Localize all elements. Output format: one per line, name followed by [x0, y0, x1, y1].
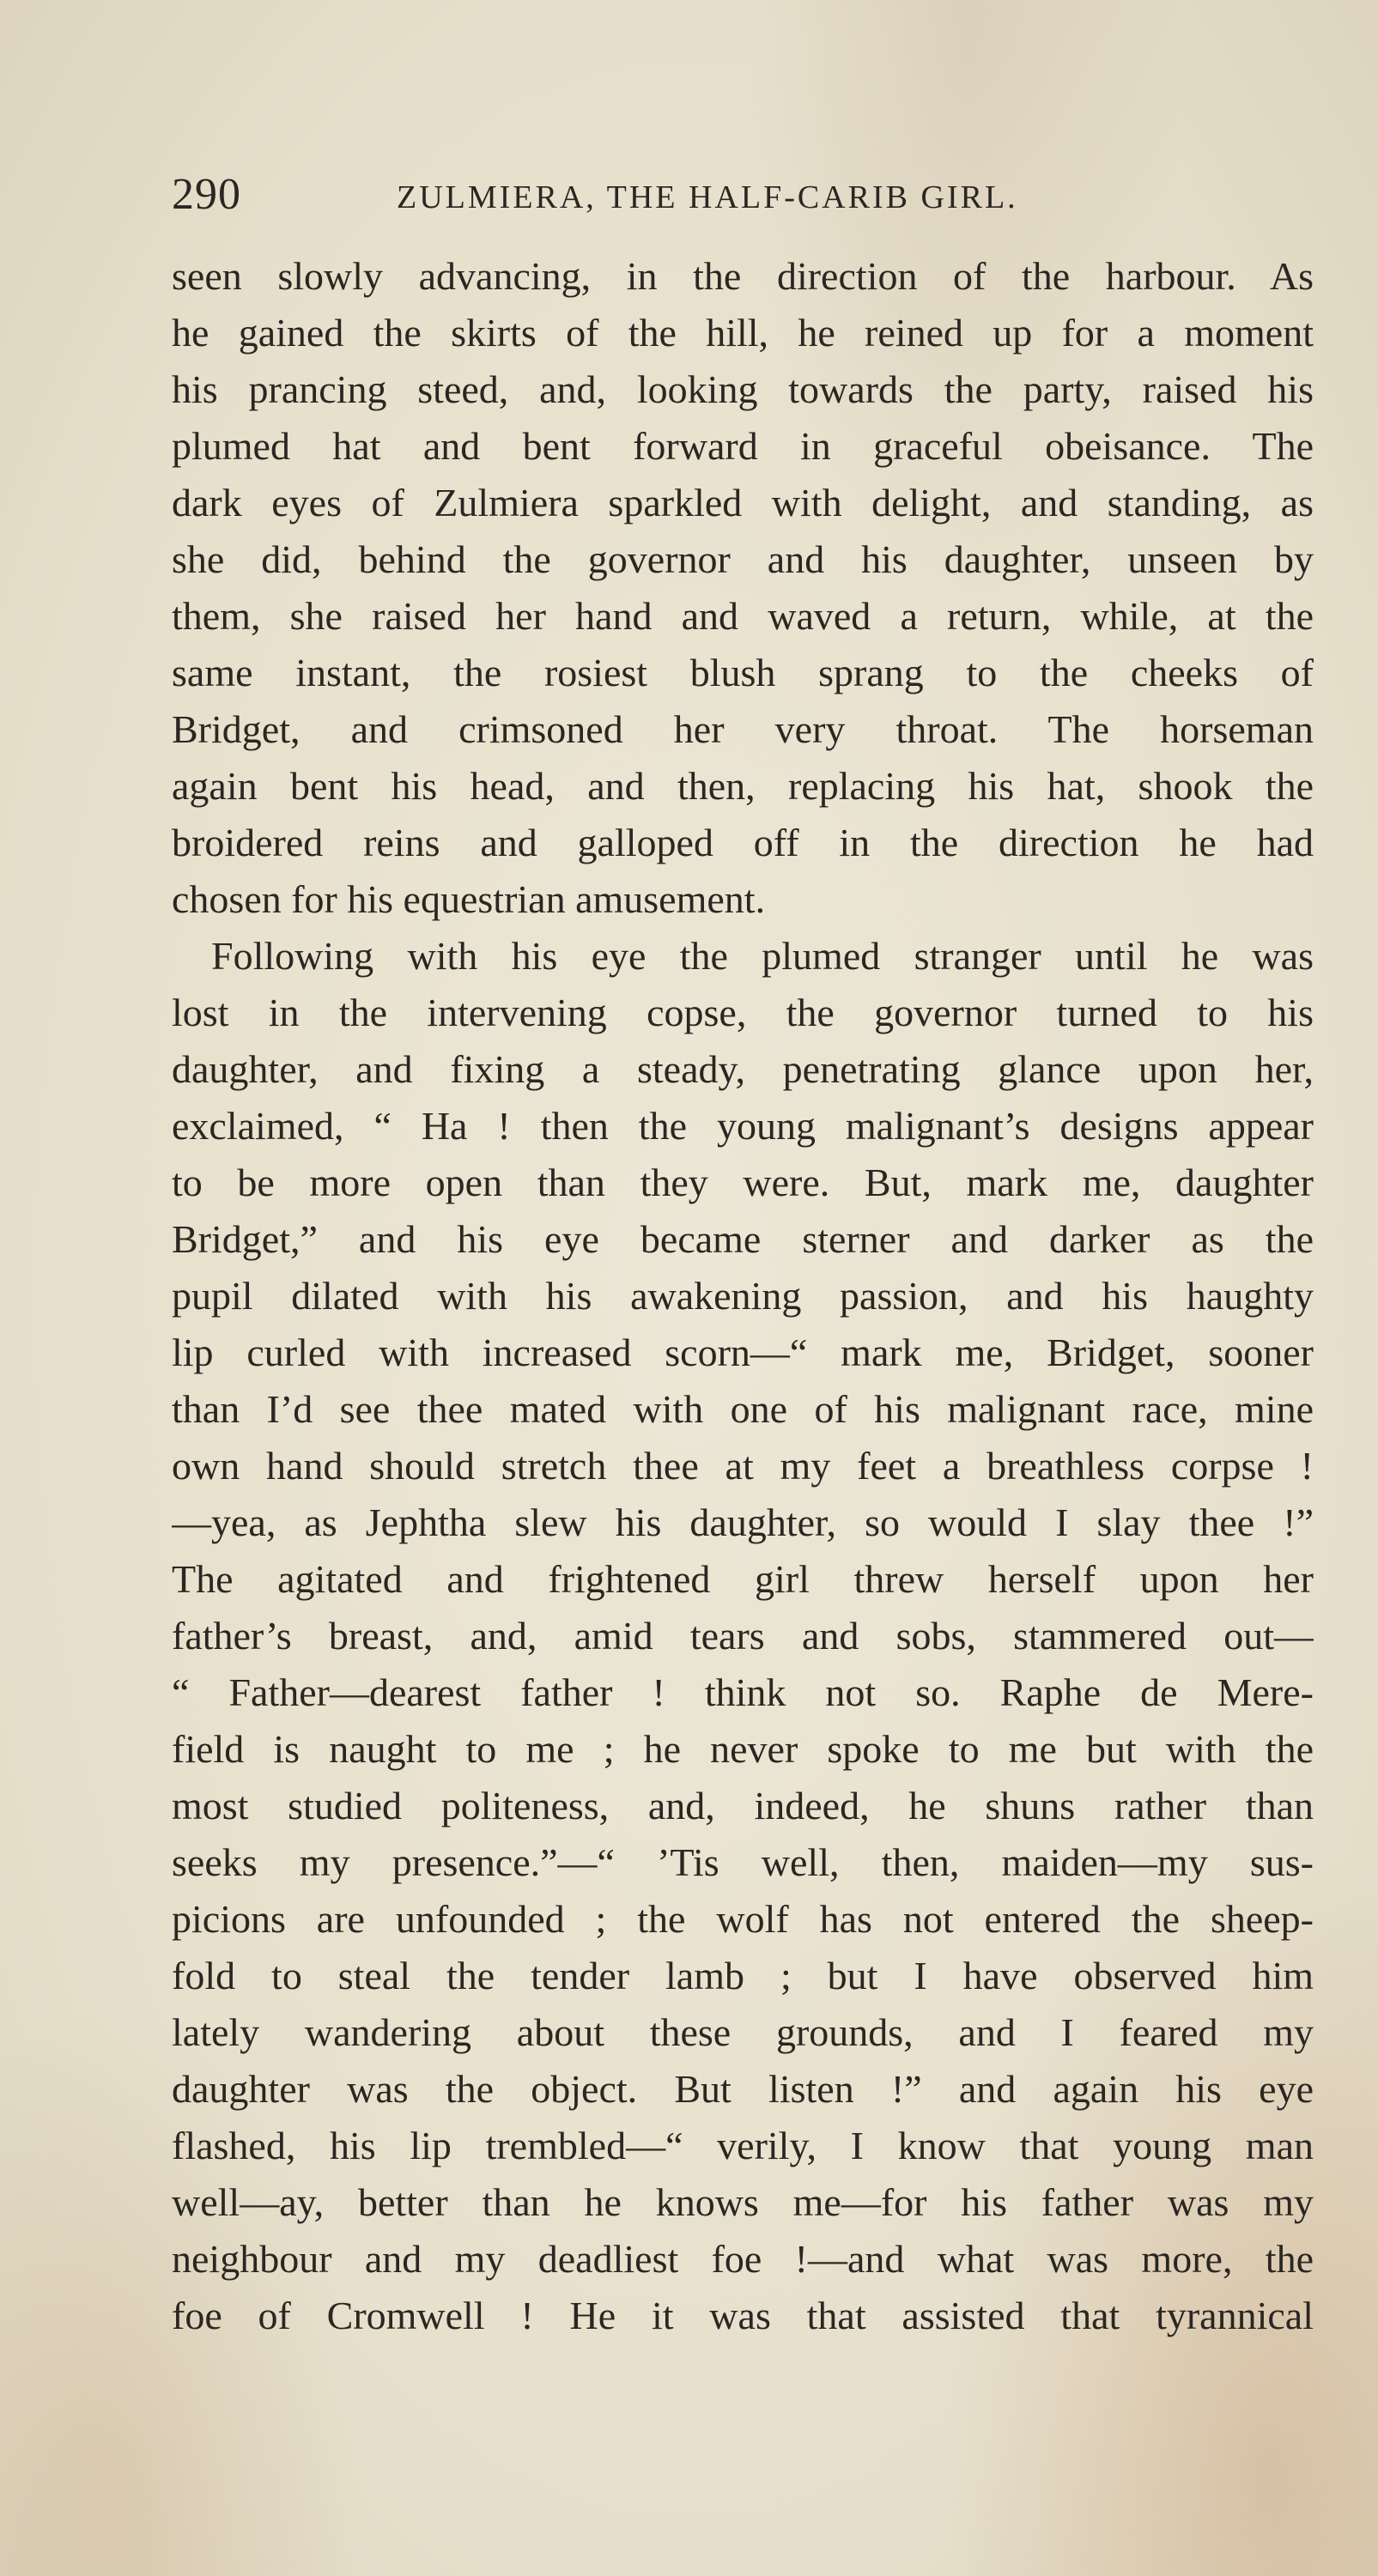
text-line: daughter, and fixing a steady, penetrating glance upon her, — [172, 1047, 1314, 1091]
running-title: ZULMIERA, THE HALF-CARIB GIRL. — [397, 179, 1018, 215]
text-line: he gained the skirts of the hill, he reined up for a moment — [172, 311, 1314, 355]
paragraph-start-line: Following with his eye the plumed stranger until he was — [211, 934, 1314, 978]
text-line: seen slowly advancing, in the direction of the harbour. As — [172, 254, 1314, 298]
text-line: father’s breast, and, amid tears and sobs, stammered out— — [172, 1614, 1314, 1658]
text-line: well—ay, better than he knows me—for his father was my — [172, 2180, 1314, 2224]
text-line: them, she raised her hand and waved a return, while, at the — [172, 594, 1314, 638]
text-line: lately wandering about these grounds, and I feared my — [172, 2010, 1314, 2054]
text-line: to be more open than they were. But, mark me, daughter — [172, 1161, 1314, 1204]
text-line: picions are unfounded ; the wolf has not entered the sheep- — [172, 1897, 1314, 1941]
text-line: own hand should stretch thee at my feet a breathless corpse ! — [172, 1444, 1314, 1488]
text-line: she did, behind the governor and his daughter, unseen by — [172, 537, 1314, 581]
text-line: broidered reins and galloped off in the direction he had — [172, 821, 1314, 864]
text-line: his prancing steed, and, looking towards the party, raised his — [172, 367, 1314, 411]
text-line: flashed, his lip trembled—“ verily, I know that young man — [172, 2124, 1314, 2167]
body-text — [172, 248, 1314, 2344]
text-line: Bridget, and crimsoned her very throat. The horseman — [172, 707, 1314, 751]
text-line: foe of Cromwell ! He it was that assisted that tyrannical — [172, 2294, 1314, 2337]
text-line: daughter was the object. But listen !” and again his eye — [172, 2067, 1314, 2111]
text-line: “ Father—dearest father ! think not so. Raphe de Mere- — [172, 1670, 1314, 1714]
text-line: pupil dilated with his awakening passion, and his haughty — [172, 1274, 1314, 1318]
text-line: —yea, as Jephtha slew his daughter, so would I slay thee !” — [172, 1500, 1314, 1544]
text-line: lip curled with increased scorn—“ mark me, Bridget, sooner — [172, 1330, 1314, 1374]
text-line: most studied politeness, and, indeed, he shuns rather than — [172, 1784, 1314, 1827]
text-line: lost in the intervening copse, the governor turned to his — [172, 991, 1314, 1034]
text-line: fold to steal the tender lamb ; but I have observed him — [172, 1954, 1314, 1997]
text-line: dark eyes of Zulmiera sparkled with delight, and standing, as — [172, 481, 1314, 524]
text-line: Bridget,” and his eye became sterner and darker as the — [172, 1217, 1314, 1261]
text-line: The agitated and frightened girl threw herself upon her — [172, 1557, 1314, 1601]
text-line: neighbour and my deadliest foe !—and what was more, the — [172, 2237, 1314, 2281]
text-line: than I’d see thee mated with one of his malignant race, mine — [172, 1387, 1314, 1431]
text-line: exclaimed, “ Ha ! then the young malignant’s designs appear — [172, 1104, 1314, 1148]
paragraph-end-line: chosen for his equestrian amusement. — [172, 877, 766, 921]
text-line: again bent his head, and then, replacing his hat, shook the — [172, 764, 1314, 808]
page-number: 290 — [172, 170, 241, 219]
text-line: seeks my presence.”—“ ’Tis well, then, maiden—my sus- — [172, 1840, 1314, 1884]
text-line: plumed hat and bent forward in graceful obeisance. The — [172, 424, 1314, 468]
page-header — [172, 165, 1185, 225]
text-line: same instant, the rosiest blush sprang to the cheeks of — [172, 651, 1314, 694]
text-line: field is naught to me ; he never spoke to me but with the — [172, 1727, 1314, 1771]
